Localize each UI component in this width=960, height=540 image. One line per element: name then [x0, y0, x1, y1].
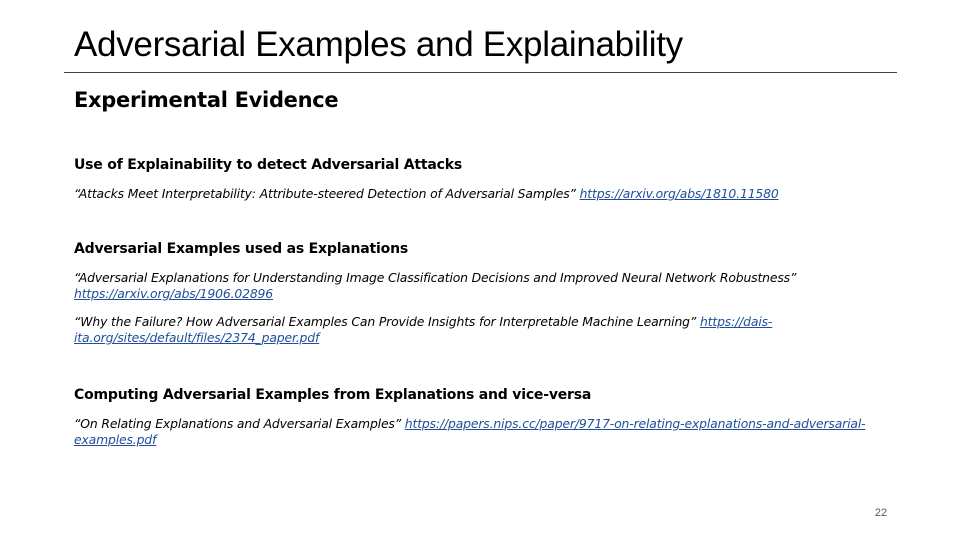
reference-item [74, 270, 874, 302]
reference-link[interactable]: https://arxiv.org/abs/1810.11580 [579, 186, 779, 201]
section-explainability-detect-attacks [74, 157, 874, 202]
section-computing-adversarial-from-explanations [74, 387, 874, 448]
section-heading: Use of Explainability to detect Adversarial Attacks [74, 157, 462, 173]
reference-link[interactable]: https://papers.nips.cc/paper/9717-on-relating-explanations-and-adversarial-examples.pdf [74, 416, 866, 447]
reference-item [74, 314, 874, 346]
slide-subtitle: Experimental Evidence [74, 88, 339, 112]
slide-title: Adversarial Examples and Explainability [74, 25, 683, 64]
reference-item [74, 416, 874, 448]
reference-title: “Why the Failure? How Adversarial Examples Can Provide Insights for Interpretable Machine Learning” [74, 314, 700, 329]
section-heading: Computing Adversarial Examples from Explanations and vice-versa [74, 387, 592, 403]
reference-link[interactable]: https://dais-ita.org/sites/default/files/2374_paper.pdf [74, 314, 773, 345]
page-number: 22 [874, 507, 888, 519]
reference-title: “On Relating Explanations and Adversarial Examples” [74, 416, 405, 431]
reference-item [74, 186, 874, 202]
reference-link[interactable]: https://arxiv.org/abs/1906.02896 [74, 286, 274, 301]
reference-title: “Adversarial Explanations for Understanding Image Classification Decisions and Improved Neural Network Robustness” [74, 270, 797, 285]
title-divider [64, 72, 897, 73]
section-heading: Adversarial Examples used as Explanations [74, 241, 408, 257]
reference-title: “Attacks Meet Interpretability: Attribute-steered Detection of Adversarial Samples” [74, 186, 580, 201]
section-adversarial-as-explanations [74, 241, 874, 346]
